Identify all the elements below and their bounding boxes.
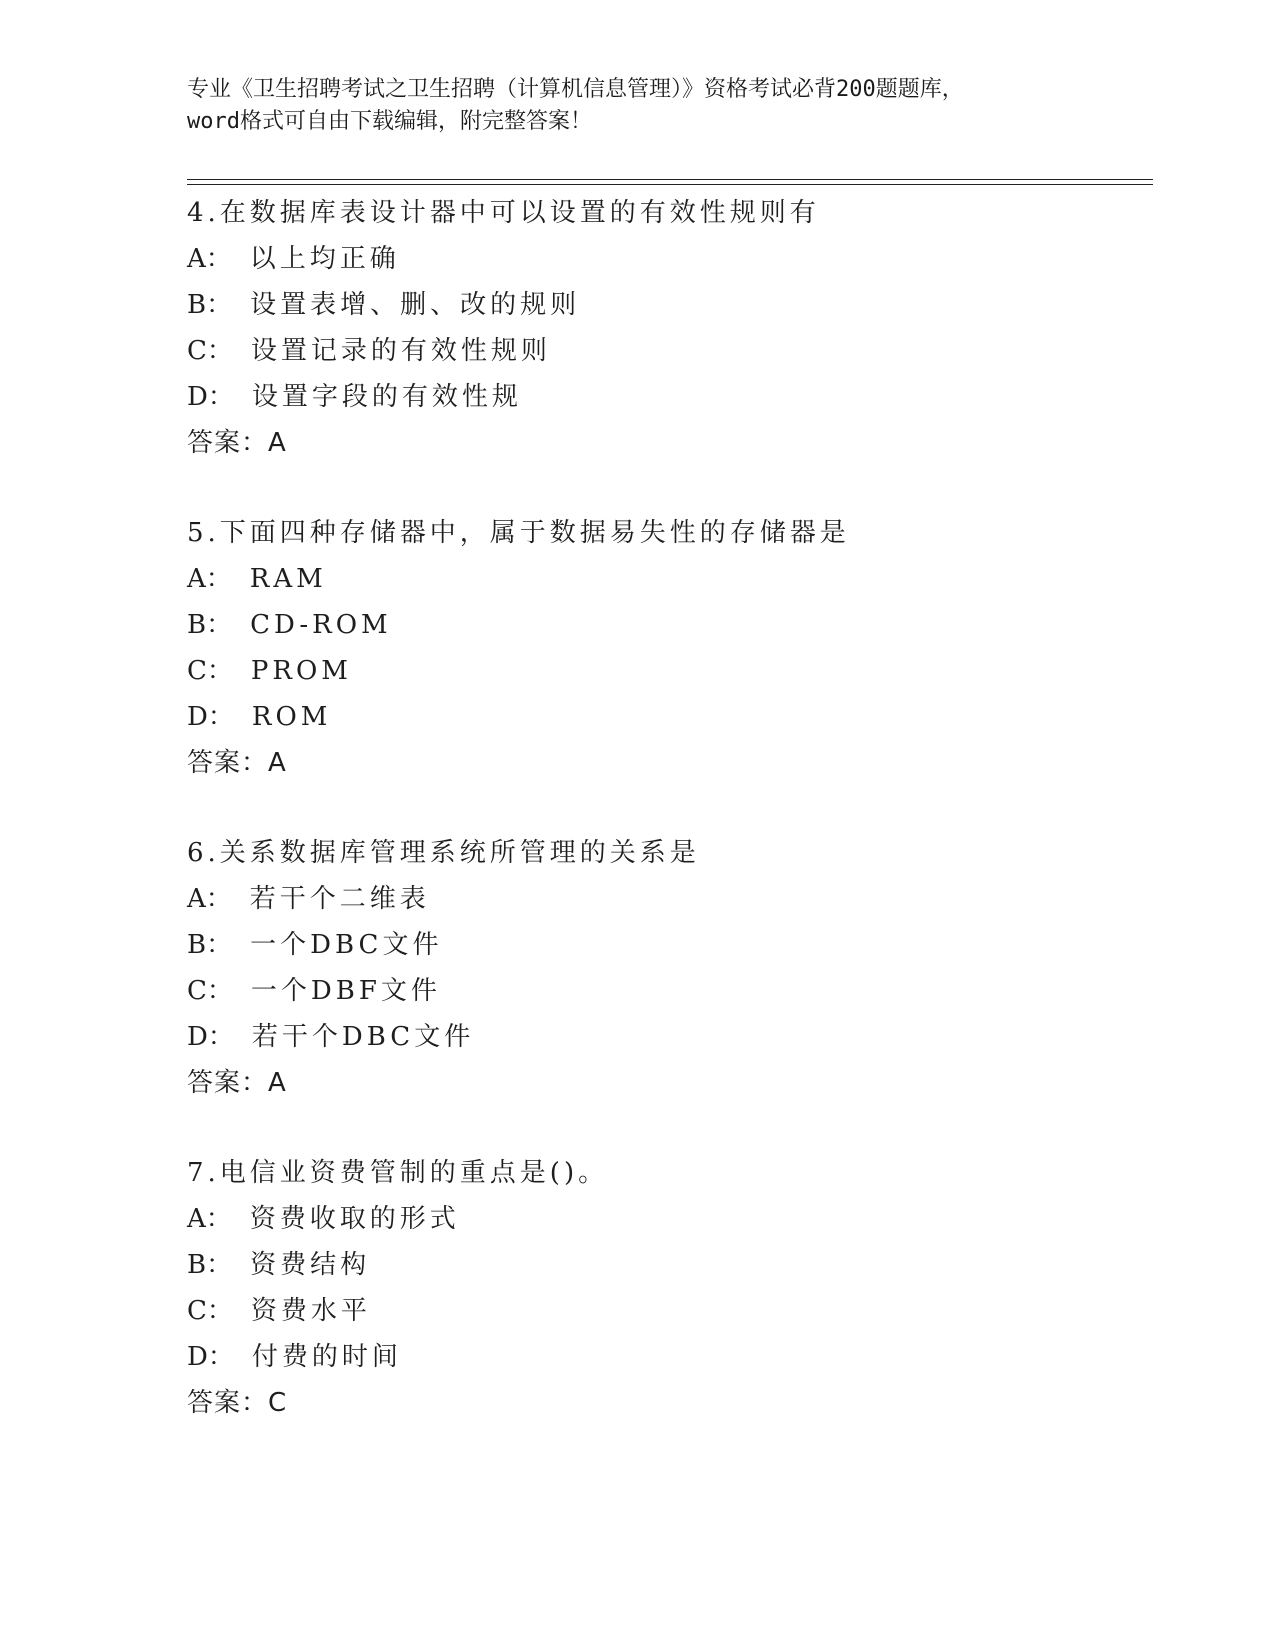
option-letter: D <box>187 1342 208 1372</box>
question-block <box>187 830 1147 1150</box>
option-c <box>187 648 352 694</box>
option-separator: ： <box>205 564 232 594</box>
question-block <box>187 1150 1147 1470</box>
option-text: RAM <box>249 564 327 594</box>
option-text: CD-ROM <box>250 610 392 640</box>
option-separator: ： <box>206 290 233 320</box>
option-text: 设置字段的有效性规 <box>251 382 522 412</box>
option-text: 设置表增、删、改的规则 <box>250 290 581 320</box>
option-text: PROM <box>250 656 352 686</box>
option-separator: ： <box>205 1204 232 1234</box>
option-letter: A <box>187 1204 206 1234</box>
option-letter: A <box>187 884 206 914</box>
option-text: 资费收取的形式 <box>249 1204 460 1234</box>
option-letter: A <box>187 244 206 274</box>
option-b <box>187 922 442 968</box>
option-separator: ： <box>207 1342 234 1372</box>
option-a <box>187 236 400 282</box>
option-b <box>187 602 392 648</box>
header-divider-bottom <box>187 184 1153 185</box>
option-text: 资费结构 <box>250 1250 371 1280</box>
option-letter: D <box>187 702 208 732</box>
option-letter: B <box>187 930 207 960</box>
option-separator: ： <box>205 884 232 914</box>
option-d <box>187 1334 402 1380</box>
header-line-1: 专业《卫生招聘考试之卫生招聘（计算机信息管理）》资格考试必背200题题库， <box>187 77 964 102</box>
header-divider-top <box>187 179 1153 180</box>
option-text: 若干个二维表 <box>249 884 430 914</box>
option-a <box>187 1196 460 1242</box>
document-header <box>187 74 1087 138</box>
header-line-2: word格式可自由下载编辑，附完整答案！ <box>187 109 592 134</box>
option-separator: ： <box>206 336 233 366</box>
answer-line: 答案：A <box>187 1068 287 1098</box>
question-stem: 5.下面四种存储器中，属于数据易失性的存储器是 <box>187 518 850 548</box>
question-block <box>187 510 1147 830</box>
option-a <box>187 876 430 922</box>
option-text: 资费水平 <box>250 1296 371 1326</box>
option-separator: ： <box>205 244 232 274</box>
option-b <box>187 282 580 328</box>
question-stem: 6.关系数据库管理系统所管理的关系是 <box>187 838 700 868</box>
option-a <box>187 556 327 602</box>
option-d <box>187 694 331 740</box>
question-stem: 4.在数据库表设计器中可以设置的有效性规则有 <box>187 198 820 228</box>
option-c <box>187 968 441 1014</box>
answer-line: 答案：C <box>187 1388 288 1418</box>
option-separator: ： <box>206 1250 233 1280</box>
option-c <box>187 1288 371 1334</box>
option-letter: A <box>187 564 206 594</box>
option-letter: C <box>187 1296 207 1326</box>
option-separator: ： <box>207 1022 234 1052</box>
option-letter: D <box>187 1022 208 1052</box>
option-letter: B <box>187 290 207 320</box>
option-text: 付费的时间 <box>251 1342 402 1372</box>
option-separator: ： <box>206 1296 233 1326</box>
option-text: 一个DBF文件 <box>250 976 441 1006</box>
question-block <box>187 190 1147 510</box>
option-d <box>187 374 522 420</box>
option-text: ROM <box>251 702 332 732</box>
option-text: 若干个DBC文件 <box>251 1022 475 1052</box>
option-d <box>187 1014 474 1060</box>
option-c <box>187 328 551 374</box>
question-stem: 7.电信业资费管制的重点是()。 <box>187 1158 609 1188</box>
answer-line: 答案：A <box>187 748 287 778</box>
option-letter: C <box>187 656 207 686</box>
option-letter: C <box>187 336 207 366</box>
answer-line: 答案：A <box>187 428 287 458</box>
option-text: 一个DBC文件 <box>250 930 443 960</box>
option-text: 以上均正确 <box>249 244 400 274</box>
question-list <box>187 190 1147 1470</box>
option-text: 设置记录的有效性规则 <box>250 336 551 366</box>
option-separator: ： <box>207 702 234 732</box>
option-letter: D <box>187 382 208 412</box>
option-b <box>187 1242 370 1288</box>
option-letter: C <box>187 976 207 1006</box>
option-separator: ： <box>207 382 234 412</box>
option-letter: B <box>187 1250 207 1280</box>
option-separator: ： <box>206 930 233 960</box>
option-letter: B <box>187 610 207 640</box>
option-separator: ： <box>206 610 233 640</box>
option-separator: ： <box>206 656 233 686</box>
option-separator: ： <box>206 976 233 1006</box>
